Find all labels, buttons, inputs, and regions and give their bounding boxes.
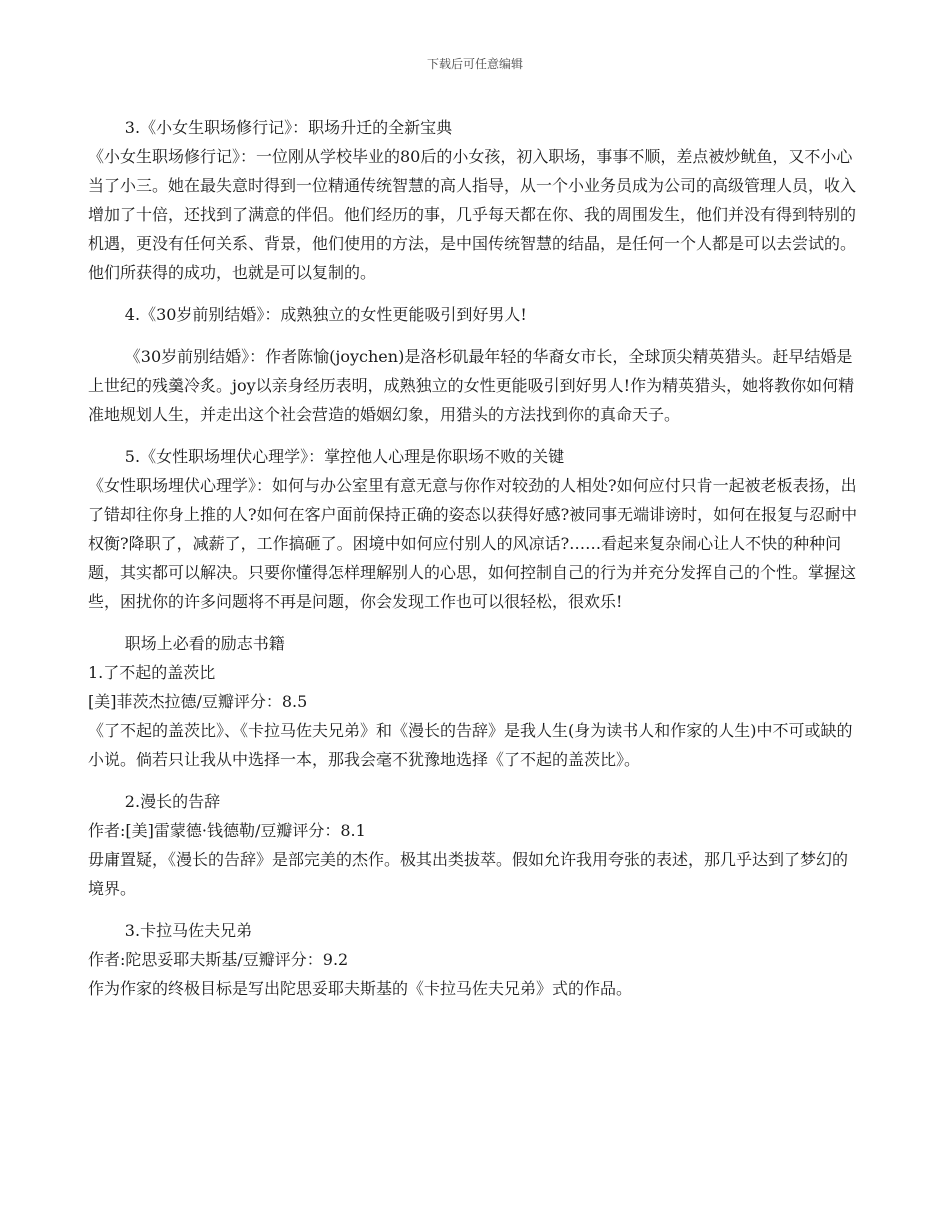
document-body xyxy=(88,113,863,1003)
book-description: 作为作家的终极目标是写出陀思妥耶夫斯基的《卡拉马佐夫兄弟》式的作品。 xyxy=(88,979,633,998)
book-description: 《了不起的盖茨比》、《卡拉马佐夫兄弟》和《漫长的告辞》是我人生(身为读书人和作家的人生)中不可或缺的小说。倘若只让我从中选择一本，那我会毫不犹豫地选择《了不起的盖茨比》。 xyxy=(88,721,853,769)
book-meta: [美]菲茨杰拉德/豆瓣评分：8.5 xyxy=(88,692,308,711)
book-meta: 作者:[美]雷蒙德·钱德勒/豆瓣评分：8.1 xyxy=(88,821,366,840)
book-description: 毋庸置疑，《漫长的告辞》是部完美的杰作。极其出类拔萃。假如允许我用夸张的表述，那几乎达到了梦幻的境界。 xyxy=(88,850,849,898)
book-title: 2.漫长的告辞 xyxy=(124,792,221,811)
page-header: 下载后可任意编辑 xyxy=(426,57,523,71)
section-heading-3: 3.《小女生职场修行记》：职场升迁的全新宝典 xyxy=(124,118,453,137)
book-title: 3.卡拉马佐夫兄弟 xyxy=(124,921,253,940)
body-paragraph: 《30岁前别结婚》：作者陈愉(joychen)是洛杉矶最年轻的华裔女市长，全球顶尖精英猎头。赶早结婚是上世纪的残羹冷炙。joy以亲身经历表明，成熟独立的女性更能吸引到好男人!作为精英猎头，她将教你如何精准地规划人生，并走出这个社会营造的婚姻幻象，用猎头的方法找到你的真命天子。 xyxy=(88,347,855,424)
section-heading-5: 5.《女性职场埋伏心理学》：掌控他人心理是你职场不败的关键 xyxy=(124,447,565,466)
book-meta: 作者:陀思妥耶夫斯基/豆瓣评分：9.2 xyxy=(88,950,349,969)
body-paragraph: 《小女生职场修行记》：一位刚从学校毕业的80后的小女孩，初入职场，事事不顺，差点被炒鱿鱼，又不小心当了小三。她在最失意时得到一位精通传统智慧的高人指导，从一个小业务员成为公司的高级管理人员，收入增加了十倍，还找到了满意的伴侣。他们经历的事，几乎每天都在你、我的周围发生，他们并没有得到特别的机遇，更没有任何关系、背景，他们使用的方法，是中国传统智慧的结晶，是任何一个人都是可以去尝试的。他们所获得的成功，也就是可以复制的。 xyxy=(88,147,857,282)
book-title: 1.了不起的盖茨比 xyxy=(88,663,216,682)
body-paragraph: 《女性职场埋伏心理学》：如何与办公室里有意无意与你作对较劲的人相处?如何应付只肯一起被老板表扬，出了错却往你身上推的人?如何在客户面前保持正确的姿态以获得好感?被同事无端诽谤时，如何在报复与忍耐中权衡?降职了，减薪了，工作搞砸了。困境中如何应付别人的风凉话?……看起来复杂闹心让人不快的种种问题，其实都可以解决。只要你懂得怎样理解别人的心思，如何控制自己的行为并充分发挥自己的个性。掌握这些，困扰你的许多问题将不再是问题，你会发现工作也可以很轻松，很欢乐! xyxy=(88,476,858,611)
subheading: 职场上必看的励志书籍 xyxy=(124,634,285,653)
section-heading-4: 4.《30岁前别结婚》：成熟独立的女性更能吸引到好男人! xyxy=(124,305,527,324)
